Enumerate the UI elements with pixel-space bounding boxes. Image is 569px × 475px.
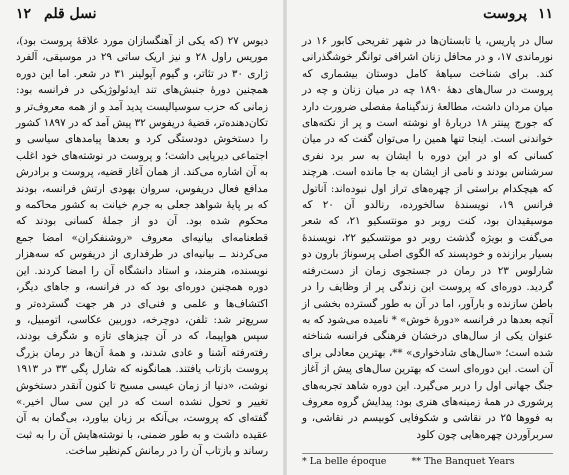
page-body-text [302,33,553,443]
footnotes [302,453,553,467]
right-page [2,0,282,475]
page-header [302,6,553,28]
page-body-text [16,33,268,460]
running-title: پروست [483,6,527,22]
footnote: * La belle époque [302,456,387,467]
page-number: ۱۱ [537,6,553,22]
book-gutter [283,0,287,475]
left-page [288,0,567,475]
paragraph: سال در پاریس، یا تابستان‌ها در شهر تفریحی کابور ۱۶ در نورماندی ۱۷، و در محافل زنان اشرافی توانگر خوشگذرانی کند. برای شناخت سیاههٔ کامل دوستان بیشماری که پروست در سال‌های دههٔ ۱۸۹۰ چه در میان زنان و چه در میان مردان داشت، مطالعهٔ زندگینامهٔ مفصلی ضرورت دارد که جورج پینتر ۱۸ دربارهٔ او نوشته است و پر از نکته‌های خواندنی است. اینجا تنها همین را می‌توان گفت که در میان کسانی که او در این دوره با ایشان به سر برد نفری سرشناس بودند و نامی از ایشان به جا مانده است. هرچند که هیچکدام براستی از چهره‌های تراز اول نبوده‌اند: آناتول فرانس ۱۹، نویسندهٔ سالخورده، رنالدو آن ۲۰ که موسیقیدان بود، کنت روبر دو مونتسکیو ۲۱، که شعر می‌گفت و بویژه گذشت روبر دو مونتسکیو ۲۲، نویسندهٔ بسیار برازنده و خودپسند که الگوی اصلی پرسوناژ بارون دو شارلوس ۲۳ در رمان در جستجوی زمان از دست‌رفته گردید. دوره‌ای که پروست این زندگی پر از وظایف را در باطن سازنده و بارآور، اما در آن به طور گسترده بخشی از آنچه بعدها در فرانسه «دورهٔ خوش» * نامیده می‌شود که به عنوان یکی از سال‌های درخشان فرهنگی فرانسه شناخته شده است؛ «سال‌های شادخواری» **، بهترین معادلی برای آن است. این دوره‌ای است که بهترین سال‌های پیش از آغاز جنگ جهانی اول را دربر می‌گیرد. این دوره شاهد تجربه‌های پرشوری در همهٔ زمینه‌های هنری بود: پیدایش گروه معروف به فووها ۲۵ در نقاشی و شکوفایی کوبیسم در نقاشی، و سربرآوردن چهره‌هایی چون کلود [302,35,553,441]
footnote: ** The Banquet Years [411,456,515,467]
running-title: نسل قلم [44,6,97,22]
paragraph: دیوس ۲۷ (که یکی از آهنگسازان مورد علاقهٔ پروست بود)، موریس راول ۲۸ و نیز اریک ساتی ۲۹ در موسیقی، آلفرد ژاری ۳۰ در تئاتر، و گیوم آپولینر ۳۱ در شعر. اما این دوره همچنین دورهٔ جنبش‌های تند ایدئولوژیکی در فرانسه بود: زمانی که حزب سوسیالیست پدید آمد و از همه معروف‌تر و تکان‌دهنده‌تر، قضیهٔ دریفوس ۳۲ پیش آمد که در ۱۸۹۷ کشور را دستخوش دودستگی کرد و بعدها پیامدهای سیاسی و اجتماعی دیرپایی داشت؛ و پروست در نوشته‌های خود اغلب به آن اشاره می‌کند. از همان آغاز قضیه، پروست و برادرش مدافع فعال دریفوس، سروان یهودی ارتش فرانسه، بودند که بر پایهٔ شواهد جعلی به جرم خیانت به کشور محاکمه و محکوم شده بود. آن دو از جملهٔ کسانی بودند که قطعنامه‌ای بیانیه‌ای معروف «روشنفکران» امضا جمع می‌کردند ــ بیانیه‌ای در طرفداری از دریفوس که سه‌هزار نویسنده، هنرمند، و استاد دانشگاه آن را امضا کردند. این دوره همچنین دوره‌ای بود که در فرانسه، و جاهای دیگر، اکتشاف‌ها و علمی و فنی‌ای در هر جهت گسترده‌تر و سریع‌تر شد: تلفن، دوچرخه، دوربین عکاسی، اتومبیل، و سپس هواپیما، که در آن چیزهای تازه و شگرف بودند، رفته‌رفته آشنا و عادی شدند، و همهٔ آن‌ها در رمان بزرگ پروست بازتاب یافتند. همانگونه که شارل پگی ۳۳ در ۱۹۱۳ نوشت، «دنیا از زمان عیسی مسیح تا کنون آنقدر دستخوش تغییر و تحول نشده است که در این سی سال اخیر.» گفته‌ای که پروست، بی‌آنکه بر زبان بیاورد، بی‌گمان به آن عقیده داشت و به طور ضمنی، با نوشته‌هایش آن را به ثبت رساند و بازتاب آن را در رمانش کم‌نظیر ساخت. [16,35,269,458]
page-number: ۱۲ [16,6,32,22]
page-header [16,6,268,28]
